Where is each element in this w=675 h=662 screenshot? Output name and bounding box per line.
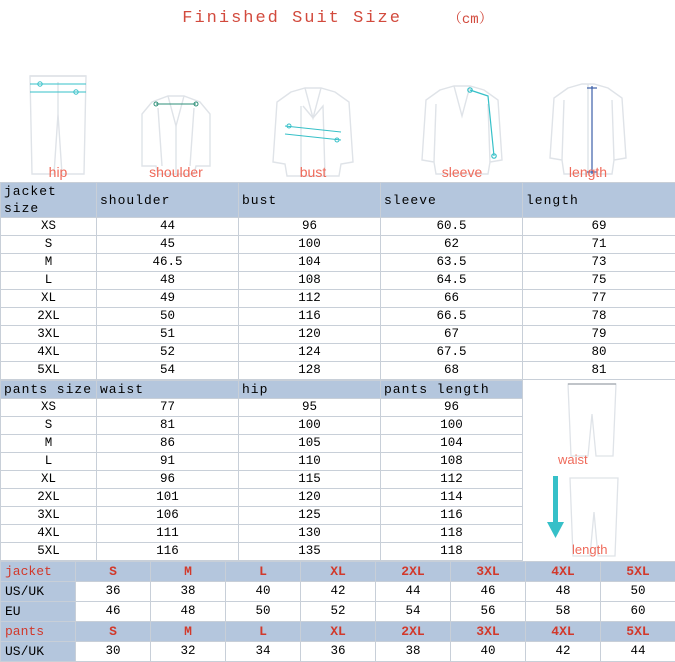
cell-bust: 112	[239, 290, 381, 308]
waist-label-pants: waist	[558, 452, 588, 467]
length-figure	[530, 34, 646, 182]
table-row	[1, 399, 675, 417]
cell-sleeve: 62	[381, 236, 523, 254]
cell-sleeve: 60.5	[381, 218, 523, 236]
cell-value: 38	[151, 582, 226, 602]
cell-length: 71	[523, 236, 675, 254]
jacket-header-bust: bust	[239, 183, 381, 218]
hip-label: hip	[0, 164, 116, 180]
cell-pants-length: 96	[381, 399, 523, 417]
cell-value: 60	[601, 602, 675, 622]
cell-value: 30	[76, 642, 151, 662]
cell-shoulder: 51	[97, 326, 239, 344]
cell-waist: 91	[97, 453, 239, 471]
spacer-cell	[523, 525, 675, 543]
cell-value: 46	[451, 582, 526, 602]
title-unit-text: （cm）	[448, 8, 493, 28]
spacer-cell	[523, 417, 675, 435]
cell-size: 2XL	[1, 308, 97, 326]
conversion-size-m: M	[151, 622, 226, 642]
cell-hip: 130	[239, 525, 381, 543]
cell-pants-length: 118	[381, 543, 523, 561]
cell-shoulder: 48	[97, 272, 239, 290]
cell-bust: 104	[239, 254, 381, 272]
cell-size: 5XL	[1, 362, 97, 380]
sleeve-label: sleeve	[404, 164, 520, 180]
pants-table-header-row	[1, 381, 675, 399]
bust-figure	[255, 34, 371, 182]
table-row	[1, 218, 675, 236]
cell-value: 40	[451, 642, 526, 662]
cell-pants-length: 114	[381, 489, 523, 507]
table-row	[1, 308, 675, 326]
table-row	[1, 344, 675, 362]
cell-bust: 108	[239, 272, 381, 290]
cell-bust: 120	[239, 326, 381, 344]
cell-hip: 105	[239, 435, 381, 453]
cell-value: 56	[451, 602, 526, 622]
jacket-header-size: jacket size	[1, 183, 97, 218]
table-row	[1, 642, 675, 662]
conversion-size-xl: XL	[301, 622, 376, 642]
cell-length: 69	[523, 218, 675, 236]
cell-pants-length: 116	[381, 507, 523, 525]
conversion-size-l: L	[226, 562, 301, 582]
cell-length: 75	[523, 272, 675, 290]
cell-size: XS	[1, 218, 97, 236]
cell-size: S	[1, 417, 97, 435]
table-row	[1, 272, 675, 290]
sleeve-figure	[404, 34, 520, 182]
table-row	[1, 326, 675, 344]
cell-length: 78	[523, 308, 675, 326]
conversion-size-4xl: 4XL	[526, 562, 601, 582]
table-row	[1, 236, 675, 254]
cell-sleeve: 66	[381, 290, 523, 308]
cell-waist: 81	[97, 417, 239, 435]
cell-shoulder: 49	[97, 290, 239, 308]
jacket-header-length: length	[523, 183, 675, 218]
jacket-header-shoulder: shoulder	[97, 183, 239, 218]
table-row	[1, 453, 675, 471]
table-row	[1, 362, 675, 380]
cell-hip: 120	[239, 489, 381, 507]
cell-size: L	[1, 453, 97, 471]
cell-size: 2XL	[1, 489, 97, 507]
cell-value: 58	[526, 602, 601, 622]
conversion-size-5xl: 5XL	[601, 562, 675, 582]
page-title	[0, 0, 675, 34]
cell-size: M	[1, 435, 97, 453]
conversion-jacket-header-row	[1, 562, 675, 582]
cell-value: 32	[151, 642, 226, 662]
cell-value: 40	[226, 582, 301, 602]
cell-hip: 135	[239, 543, 381, 561]
cell-pants-length: 104	[381, 435, 523, 453]
cell-size: S	[1, 236, 97, 254]
cell-sleeve: 66.5	[381, 308, 523, 326]
table-row	[1, 543, 675, 561]
conversion-size-m: M	[151, 562, 226, 582]
row-label-usuk-jacket: US/UK	[1, 582, 76, 602]
length-label-pants: length	[572, 542, 607, 557]
cell-pants-length: 118	[381, 525, 523, 543]
cell-size: M	[1, 254, 97, 272]
conversion-size-s: S	[76, 622, 151, 642]
cell-hip: 100	[239, 417, 381, 435]
title-main-text: Finished Suit Size	[182, 9, 402, 28]
cell-waist: 101	[97, 489, 239, 507]
cell-length: 81	[523, 362, 675, 380]
cell-waist: 77	[97, 399, 239, 417]
cell-shoulder: 54	[97, 362, 239, 380]
cell-value: 42	[301, 582, 376, 602]
cell-size: 4XL	[1, 344, 97, 362]
cell-length: 73	[523, 254, 675, 272]
cell-pants-length: 112	[381, 471, 523, 489]
jacket-table-header-row	[1, 183, 675, 218]
cell-size: XL	[1, 290, 97, 308]
cell-value: 36	[76, 582, 151, 602]
cell-value: 36	[301, 642, 376, 662]
spacer-cell	[523, 453, 675, 471]
cell-waist: 96	[97, 471, 239, 489]
table-row	[1, 471, 675, 489]
cell-bust: 116	[239, 308, 381, 326]
cell-shoulder: 52	[97, 344, 239, 362]
cell-size: 5XL	[1, 543, 97, 561]
shoulder-figure	[118, 34, 234, 182]
pants-header-hip: hip	[239, 381, 381, 399]
cell-hip: 110	[239, 453, 381, 471]
cell-value: 48	[526, 582, 601, 602]
cell-waist: 106	[97, 507, 239, 525]
conversion-size-2xl: 2XL	[376, 622, 451, 642]
cell-value: 52	[301, 602, 376, 622]
conversion-size-s: S	[76, 562, 151, 582]
cell-pants-length: 108	[381, 453, 523, 471]
table-row	[1, 435, 675, 453]
bust-label: bust	[255, 164, 371, 180]
cell-bust: 124	[239, 344, 381, 362]
table-row	[1, 417, 675, 435]
row-label-usuk-pants: US/UK	[1, 642, 76, 662]
conversion-group-title-jacket: jacket	[1, 562, 76, 582]
cell-sleeve: 63.5	[381, 254, 523, 272]
table-row	[1, 525, 675, 543]
spacer-cell	[523, 435, 675, 453]
pants-header-waist: waist	[97, 381, 239, 399]
conversion-size-3xl: 3XL	[451, 622, 526, 642]
cell-waist: 111	[97, 525, 239, 543]
spacer-cell	[523, 543, 675, 561]
spacer-cell	[523, 489, 675, 507]
pants-size-table	[0, 380, 675, 561]
cell-value: 44	[376, 582, 451, 602]
table-row	[1, 582, 675, 602]
cell-length: 79	[523, 326, 675, 344]
illustration-strip	[0, 34, 675, 182]
cell-value: 42	[526, 642, 601, 662]
conversion-size-4xl: 4XL	[526, 622, 601, 642]
cell-size: L	[1, 272, 97, 290]
cell-hip: 95	[239, 399, 381, 417]
table-row	[1, 602, 675, 622]
table-row	[1, 507, 675, 525]
cell-size: 3XL	[1, 507, 97, 525]
hip-figure	[0, 34, 116, 182]
conversion-size-l: L	[226, 622, 301, 642]
cell-bust: 96	[239, 218, 381, 236]
conversion-pants-header-row	[1, 622, 675, 642]
cell-sleeve: 68	[381, 362, 523, 380]
shoulder-label: shoulder	[118, 164, 234, 180]
cell-waist: 116	[97, 543, 239, 561]
size-conversion-table	[0, 561, 675, 662]
length-label: length	[530, 164, 646, 180]
conversion-group-title-pants: pants	[1, 622, 76, 642]
spacer-cell	[523, 507, 675, 525]
cell-value: 44	[601, 642, 675, 662]
cell-sleeve: 67	[381, 326, 523, 344]
conversion-size-5xl: 5XL	[601, 622, 675, 642]
cell-size: 3XL	[1, 326, 97, 344]
conversion-size-3xl: 3XL	[451, 562, 526, 582]
cell-size: 4XL	[1, 525, 97, 543]
spacer-cell	[523, 471, 675, 489]
cell-sleeve: 67.5	[381, 344, 523, 362]
cell-shoulder: 45	[97, 236, 239, 254]
table-row	[1, 290, 675, 308]
cell-size: XL	[1, 471, 97, 489]
table-row	[1, 489, 675, 507]
cell-sleeve: 64.5	[381, 272, 523, 290]
cell-length: 80	[523, 344, 675, 362]
cell-value: 48	[151, 602, 226, 622]
row-label-eu-jacket: EU	[1, 602, 76, 622]
cell-waist: 86	[97, 435, 239, 453]
cell-value: 54	[376, 602, 451, 622]
cell-value: 38	[376, 642, 451, 662]
jacket-header-sleeve: sleeve	[381, 183, 523, 218]
spacer-cell	[523, 399, 675, 417]
cell-length: 77	[523, 290, 675, 308]
spacer-cell	[523, 381, 675, 399]
pants-header-size: pants size	[1, 381, 97, 399]
cell-bust: 128	[239, 362, 381, 380]
cell-bust: 100	[239, 236, 381, 254]
pants-header-length: pants length	[381, 381, 523, 399]
conversion-size-2xl: 2XL	[376, 562, 451, 582]
cell-value: 50	[601, 582, 675, 602]
conversion-size-xl: XL	[301, 562, 376, 582]
cell-hip: 125	[239, 507, 381, 525]
jacket-size-table	[0, 182, 675, 380]
cell-value: 50	[226, 602, 301, 622]
cell-shoulder: 44	[97, 218, 239, 236]
cell-hip: 115	[239, 471, 381, 489]
cell-shoulder: 50	[97, 308, 239, 326]
cell-value: 34	[226, 642, 301, 662]
cell-size: XS	[1, 399, 97, 417]
cell-pants-length: 100	[381, 417, 523, 435]
cell-shoulder: 46.5	[97, 254, 239, 272]
cell-value: 46	[76, 602, 151, 622]
table-row	[1, 254, 675, 272]
